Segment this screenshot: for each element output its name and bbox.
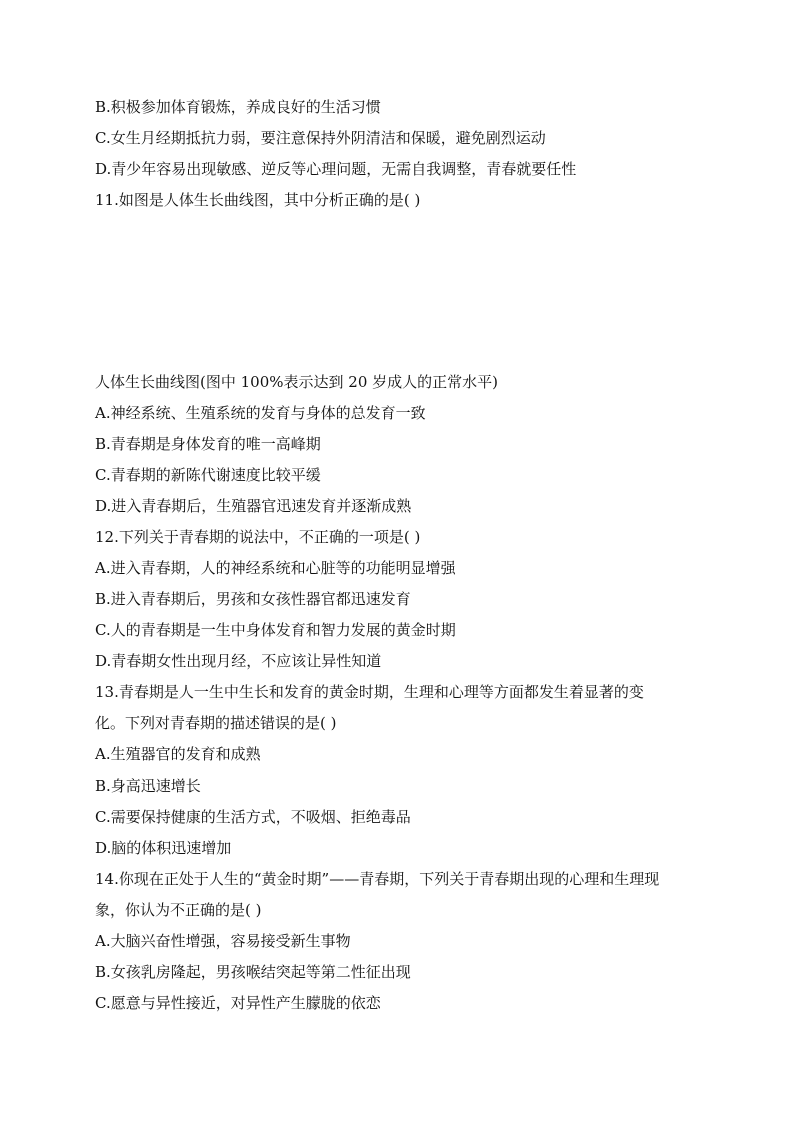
figure-caption: 人体生长曲线图(图中 100%表示达到 20 岁成人的正常水平) bbox=[95, 373, 498, 391]
option-10c: C.女生月经期抵抗力弱，要注意保持外阴清洁和保暖，避免剧烈运动 bbox=[95, 129, 546, 147]
option-10b: B.积极参加体育锻炼，养成良好的生活习惯 bbox=[95, 98, 381, 116]
question-14-line2: 象，你认为不正确的是( ) bbox=[95, 901, 262, 919]
option-11c: C.青春期的新陈代谢速度比较平缓 bbox=[95, 466, 321, 484]
option-12b: B.进入青春期后，男孩和女孩性器官都迅速发育 bbox=[95, 590, 411, 608]
option-13d: D.脑的体积迅速增加 bbox=[95, 839, 232, 857]
option-11a: A.神经系统、生殖系统的发育与身体的总发育一致 bbox=[95, 404, 426, 422]
option-14c: C.愿意与异性接近，对异性产生朦胧的依恋 bbox=[95, 994, 381, 1012]
option-14a: A.大脑兴奋性增强，容易接受新生事物 bbox=[95, 932, 351, 950]
option-13c: C.需要保持健康的生活方式，不吸烟、拒绝毒品 bbox=[95, 808, 411, 826]
question-13-line1: 13.青春期是人一生中生长和发育的黄金时期，生理和心理等方面都发生着显著的变 bbox=[95, 683, 644, 701]
option-10d: D.青少年容易出现敏感、逆反等心理问题，无需自我调整，青春就要任性 bbox=[95, 160, 577, 178]
option-12d: D.青春期女性出现月经，不应该让异性知道 bbox=[95, 652, 382, 670]
option-12a: A.进入青春期，人的神经系统和心脏等的功能明显增强 bbox=[95, 559, 456, 577]
question-11: 11.如图是人体生长曲线图，其中分析正确的是( ) bbox=[95, 191, 421, 209]
question-13-line2: 化。下列对青春期的描述错误的是( ) bbox=[95, 714, 337, 732]
figure-placeholder bbox=[95, 225, 705, 360]
option-14b: B.女孩乳房隆起，男孩喉结突起等第二性征出现 bbox=[95, 963, 411, 981]
option-13a: A.生殖器官的发育和成熟 bbox=[95, 745, 261, 763]
question-14-line1: 14.你现在正处于人生的“黄金时期”——青春期，下列关于青春期出现的心理和生理现 bbox=[95, 870, 660, 888]
option-12c: C.人的青春期是一生中身体发育和智力发展的黄金时期 bbox=[95, 621, 456, 639]
question-12: 12.下列关于青春期的说法中，不正确的一项是( ) bbox=[95, 528, 421, 546]
option-11d: D.进入青春期后，生殖器官迅速发育并逐渐成熟 bbox=[95, 497, 412, 515]
option-13b: B.身高迅速增长 bbox=[95, 777, 201, 795]
option-11b: B.青春期是身体发育的唯一高峰期 bbox=[95, 435, 321, 453]
